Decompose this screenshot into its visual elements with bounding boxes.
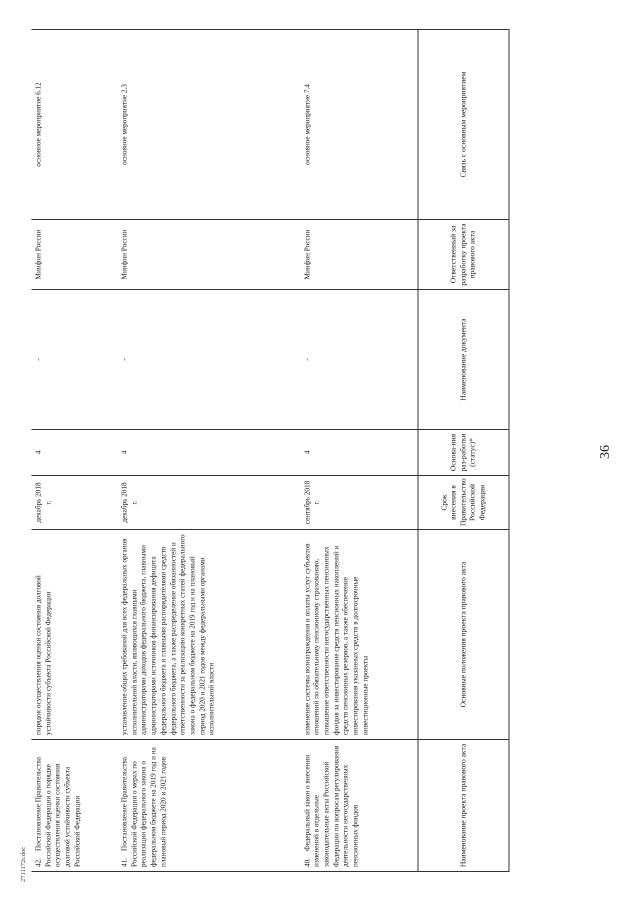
table-header-row — [418, 30, 509, 872]
header-doc-name: Наименование документа — [418, 290, 509, 430]
table-row — [300, 30, 418, 872]
cell-name: 41.Постановление Правительства Российской Федерации о мерах по реализации федерального закона о федеральном бюджете на 2019 год и на плановый период 2020 и 2021 годов — [118, 740, 300, 872]
cell-name: 40.Федеральный закон о внесении изменений в отдельные законодательные акты Российской Федерации по вопросам регулирования деятельности негосударственных пенсионных фондов — [300, 740, 418, 872]
cell-doc-name: - — [300, 290, 418, 430]
cell-link: основное мероприятие 6.12 — [32, 30, 118, 220]
rotated-page — [20, 22, 620, 882]
cell-responsible: Минфин России — [32, 220, 118, 290]
cell-deadline: сентябрь 2018 г. — [300, 476, 418, 530]
cell-deadline: декабрь 2018 г. — [118, 476, 300, 530]
table-row — [118, 30, 300, 872]
cell-responsible: Минфин России — [300, 220, 418, 290]
cell-provisions: установление общих требований для всех федеральных органов исполнительной власти, являющихся главными администраторами доходов федерального бюджета, главными администраторами источников финансирования дефицита федерального бюджета и главными распорядителями средств федерального бюджета, а также распределение обязанностей и ответственности за реализацию конкретных статей федерального закона о федеральном бюджете на 2019 год и на плановый период 2020 и 2021 годов между федеральными органами исполнительной власти — [118, 530, 300, 740]
cell-provisions: изменение системы вознаграждения и оплаты услуг субъектов отношений по обязательному пенсионному страхованию, повышение ответственности негосударственных пенсионных фондов за инвестирование средств пенсионных накоплений и средств пенсионных резервов, а также обеспечение инвестирования указанных средств в долгосрочные инвестиционные проекты — [300, 530, 418, 740]
header-deadline: Срок внесения в Правительство Российской Федерации — [418, 476, 509, 530]
row-number: 40. — [303, 858, 312, 867]
footer-filename: 2711172r.doc — [20, 846, 27, 882]
cell-deadline: декабрь 2018 г. — [32, 476, 118, 530]
header-basis: Основа-ния раз-работки (статус)* — [418, 430, 509, 476]
cell-doc-name: - — [32, 290, 118, 430]
cell-basis: 4 — [32, 430, 118, 476]
cell-link: основное мероприятие 7.4 — [300, 30, 418, 220]
header-responsible: Ответственный за разработку проекта правового акта — [418, 220, 509, 290]
page-number: 36 — [598, 445, 613, 459]
legal-acts-table — [32, 29, 510, 872]
header-provisions: Основные положения проекта правового акта — [418, 530, 509, 740]
cell-provisions: порядок осуществления оценки состояния долговой устойчивости субъекта Российской Федерации — [32, 530, 118, 740]
cell-responsible: Минфин России — [118, 220, 300, 290]
header-link: Связь с основным мероприятием — [418, 30, 509, 220]
header-name: Наименование проекта правового акта — [418, 740, 509, 872]
cell-doc-name: - — [118, 290, 300, 430]
table-row — [32, 30, 118, 872]
cell-link: основное мероприятие 2.3 — [118, 30, 300, 220]
row-number: 41. — [121, 858, 129, 867]
row-number: 42. — [35, 858, 43, 867]
cell-name: 42.Постановление Правительства Российской Федерации о порядке осуществления оценки состояния долговой устойчивости субъекта Российской Федерации — [32, 740, 118, 872]
cell-basis: 4 — [118, 430, 300, 476]
cell-basis: 4 — [300, 430, 418, 476]
